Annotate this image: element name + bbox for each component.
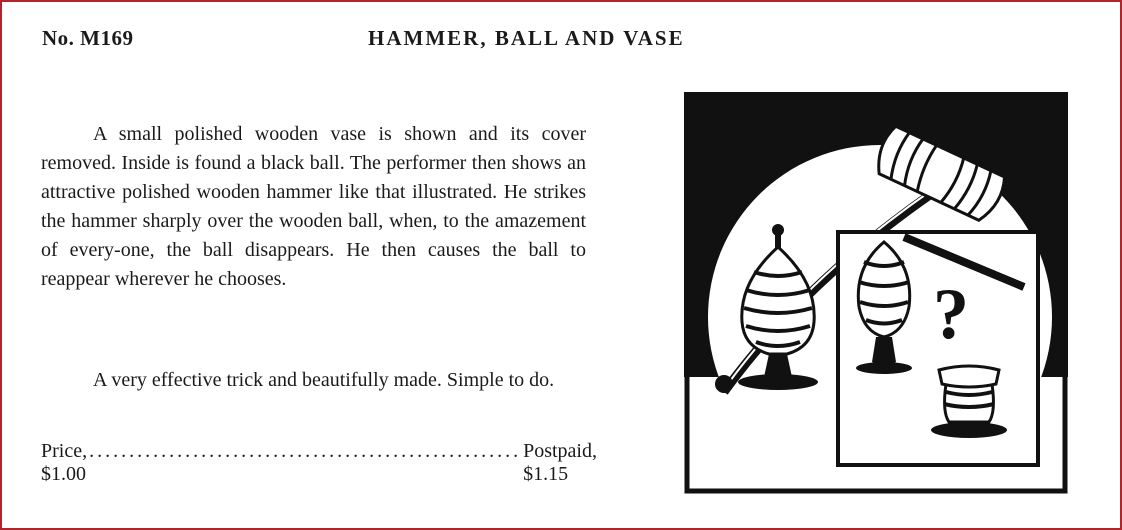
postpaid-label: Postpaid, $1.15 (523, 440, 597, 485)
price-line (41, 440, 597, 486)
price-label: Price, $1.00 (41, 440, 88, 485)
item-title: HAMMER, BALL AND VASE (368, 26, 685, 50)
item-number: No. M169 (42, 26, 134, 50)
summary-paragraph: A very effective trick and beautifully made. Simple to do. (93, 369, 555, 391)
inset-panel (838, 232, 1038, 465)
leader-dots: ...................................................... (89, 440, 522, 462)
question-mark-icon: ? (933, 274, 969, 354)
description-paragraph: A small polished wooden vase is shown and its cover removed. Inside is found a black ball. The performer then shows an attractive polished wooden hammer like that illustrated. He strikes the hammer sharply over the wooden ball, when, to the amazement of every-one, the ball disappears. He then causes the ball to reappear wherever he chooses. (41, 123, 586, 290)
trick-illustration (684, 92, 1068, 494)
